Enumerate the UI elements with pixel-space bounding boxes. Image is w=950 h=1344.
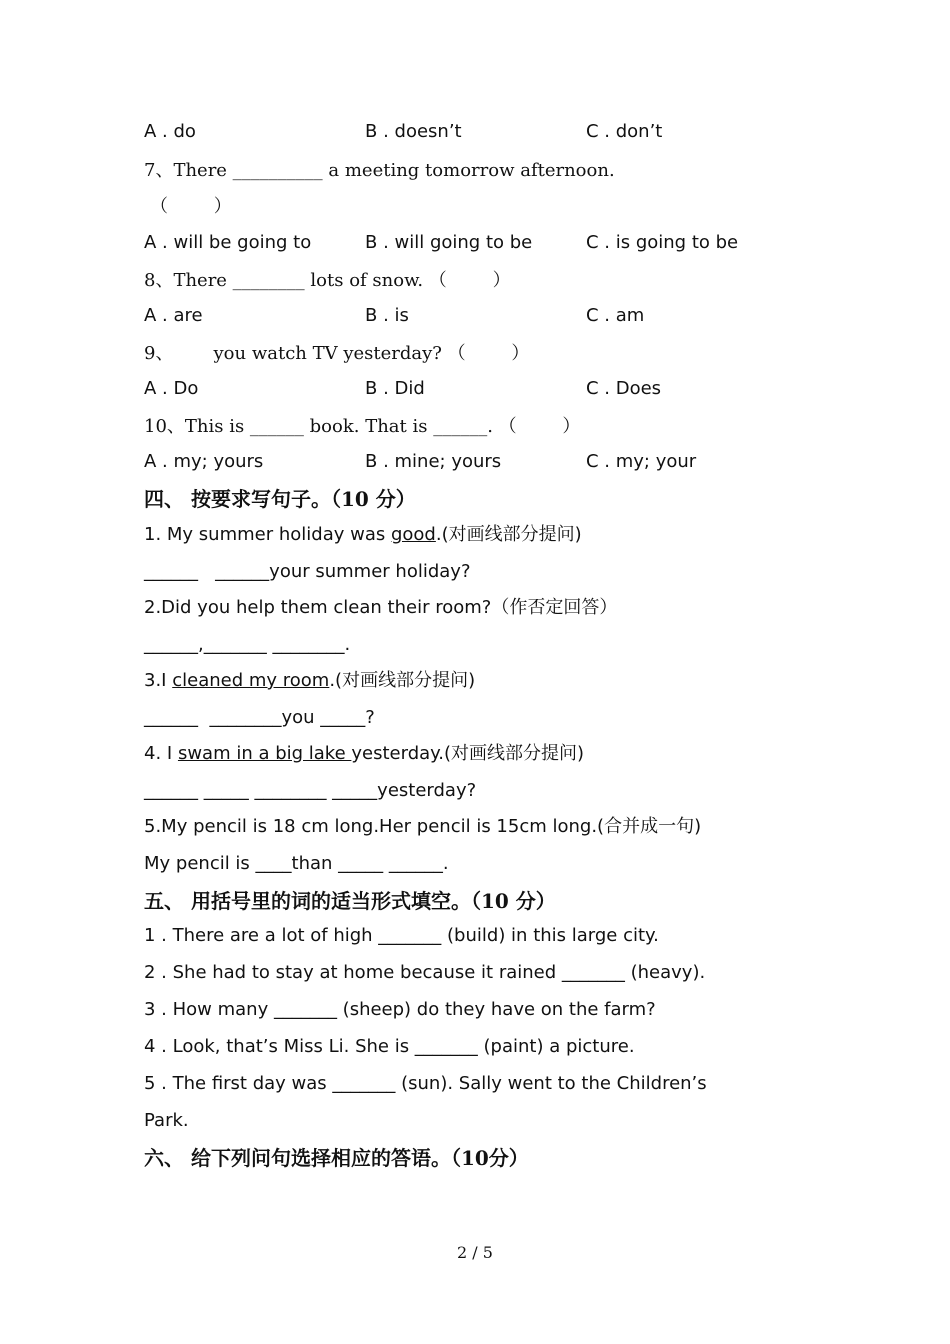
s5-line-2: 2 . She had to stay at home because it rained _______ (heavy). — [144, 962, 706, 983]
q9-option-b: B . Did — [365, 378, 425, 399]
q6-option-c: C . don’t — [586, 121, 663, 142]
q6-option-b: B . doesn’t — [365, 121, 462, 142]
s4-answer-1: ______ ______your summer holiday? — [144, 561, 471, 582]
s5-line-5-cont: Park. — [144, 1110, 189, 1131]
s5-line-3: 3 . How many _______ (sheep) do they have on the farm? — [144, 999, 656, 1020]
s4-answer-4: ______ _____ ________ _____yesterday? — [144, 780, 477, 801]
s4-s3-post: .(对画线部分提问) — [329, 670, 476, 691]
q10-option-b: B . mine; yours — [365, 451, 502, 472]
q7-option-a: A . will be going to — [144, 232, 312, 253]
s4-s4-underlined: swam in a big lake — [177, 743, 352, 764]
q8-option-a: A . are — [144, 305, 203, 326]
s4-answer-2: ______,_______ ________. — [144, 634, 351, 655]
q10-option-a: A . my; yours — [144, 451, 264, 472]
q8-stem: 8、There ________ lots of snow. （ ） — [144, 270, 511, 291]
s4-sentence-4 — [144, 742, 584, 766]
s5-line-1: 1 . There are a lot of high _______ (build) in this large city. — [144, 925, 659, 946]
s4-s3-pre: 3.I — [144, 670, 173, 691]
q8-option-c: C . am — [586, 305, 645, 326]
s4-s1-underlined: good — [390, 524, 436, 545]
s4-answer-3: ______ ________you _____? — [144, 707, 375, 728]
s4-answer-5: My pencil is ____than _____ ______. — [144, 853, 449, 874]
q9-option-a: A . Do — [144, 378, 199, 399]
q6-option-a: A . do — [144, 121, 196, 142]
q7-answer-paren: （ ） — [150, 196, 232, 217]
s4-sentence-3 — [144, 669, 475, 693]
s4-s1-pre: 1. My summer holiday was — [144, 524, 391, 545]
s4-s1-post: .(对画线部分提问) — [435, 524, 582, 545]
section4-heading: 四、 按要求写句子。（10 分） — [144, 487, 416, 511]
s4-s4-post: yesterday.(对画线部分提问) — [351, 743, 585, 764]
q7-option-c: C . is going to be — [586, 232, 739, 253]
section5-heading: 五、 用括号里的词的适当形式填空。（10 分） — [144, 889, 556, 913]
q7-option-b: B . will going to be — [365, 232, 533, 253]
s5-line-4: 4 . Look, that’s Miss Li. She is _______ (paint) a picture. — [144, 1036, 635, 1057]
q7-stem: 7、There __________ a meeting tomorrow afternoon. — [144, 160, 615, 181]
q10-option-c: C . my; your — [586, 451, 697, 472]
s4-sentence-5: 5.My pencil is 18 cm long.Her pencil is 15cm long.(合并成一句) — [144, 816, 702, 837]
section6-heading: 六、 给下列问句选择相应的答语。（10分） — [144, 1146, 529, 1170]
s5-line-5: 5 . The first day was _______ (sun). Sally went to the Children’s — [144, 1073, 707, 1094]
s4-sentence-2: 2.Did you help them clean their room?（作否定回答） — [144, 597, 618, 618]
s4-s3-underlined: cleaned my room — [172, 670, 330, 691]
s4-s4-pre: 4. I — [144, 743, 178, 764]
s4-sentence-1 — [144, 523, 582, 547]
q9-stem: 9、 you watch TV yesterday? （ ） — [144, 343, 530, 364]
q8-option-b: B . is — [365, 305, 409, 326]
page-number: 2 / 5 — [457, 1243, 493, 1262]
q10-stem: 10、This is ______ book. That is ______. （ ） — [144, 416, 581, 437]
q9-option-c: C . Does — [586, 378, 662, 399]
